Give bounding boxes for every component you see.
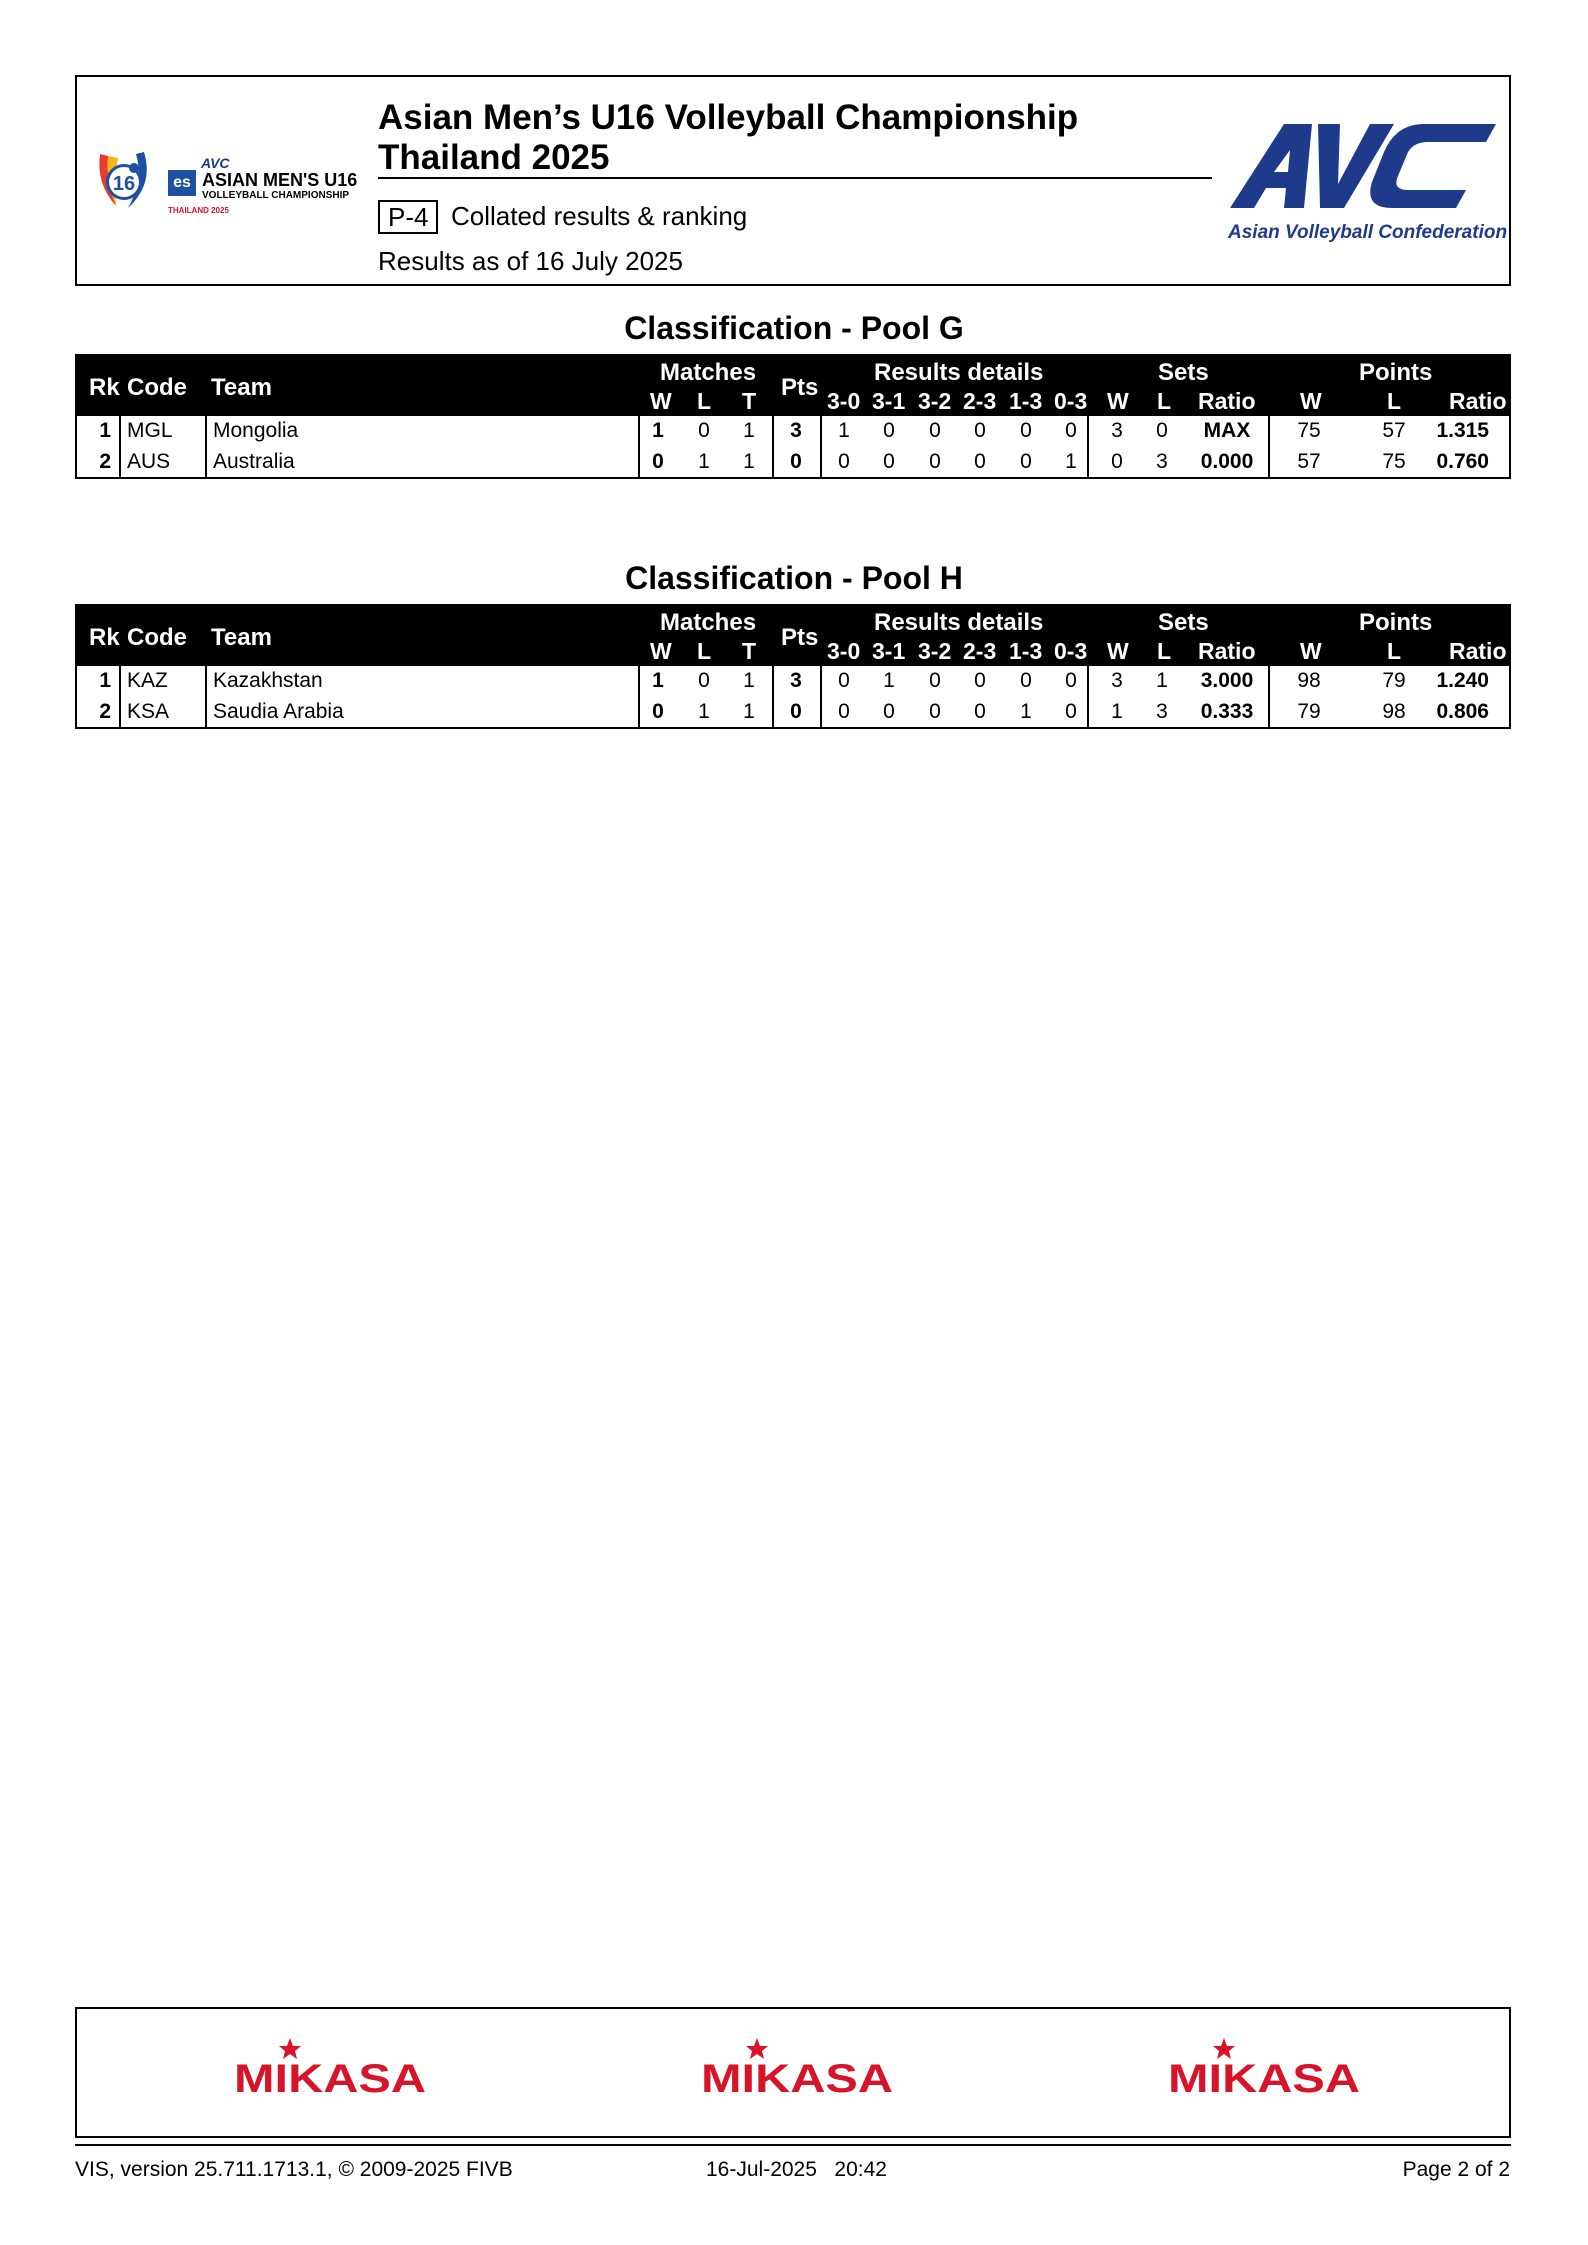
event-logo-location: THAILAND 2025: [168, 206, 229, 215]
cell-l: 1: [698, 450, 710, 473]
title-divider: [378, 177, 1212, 179]
event-logo-badge: es: [168, 170, 196, 196]
cell-rd-2-3: 0: [974, 669, 986, 692]
cell-t: 1: [743, 669, 755, 692]
cell-rd-3-0: 0: [838, 700, 850, 723]
col-points-l: L: [1387, 388, 1402, 414]
col-rk: Rk: [89, 624, 120, 651]
cell-points-ratio: 1.315: [1436, 419, 1489, 442]
cell-sets-l: 3: [1156, 700, 1168, 723]
cell-w: 0: [652, 450, 664, 473]
cell-points-w: 75: [1297, 419, 1321, 442]
cell-sets-ratio: 3.000: [1200, 669, 1254, 692]
col-rd-3-0: 3-0: [827, 388, 861, 414]
cell-points-w: 98: [1297, 669, 1321, 692]
cell-w: 1: [652, 669, 664, 692]
col-rd-3-1: 3-1: [872, 388, 906, 414]
cell-sets-w: 3: [1111, 419, 1123, 442]
table-row: [77, 416, 1509, 446]
cell-code: KSA: [127, 700, 170, 723]
col-code: Code: [127, 624, 187, 651]
footer-timestamp: 16-Jul-2025 20:42: [706, 2158, 887, 2181]
col-rd-3-2: 3-2: [918, 638, 952, 664]
col-matches-l: L: [697, 638, 712, 664]
col-rd-3-0: 3-0: [827, 638, 861, 664]
cell-rd-0-3: 1: [1065, 450, 1077, 473]
cell-rd-3-2: 0: [929, 669, 941, 692]
cell-team: Australia: [213, 450, 295, 473]
cell-rk: 1: [99, 669, 111, 692]
col-points-l: L: [1387, 638, 1402, 664]
cell-rk: 2: [99, 450, 111, 473]
cell-rd-1-3: 0: [1020, 450, 1032, 473]
col-rd-3-2: 3-2: [918, 388, 952, 414]
col-rd-2-3: 2-3: [963, 638, 997, 664]
cell-points-l: 57: [1382, 419, 1406, 442]
event-title: Asian Men’s U16 Volleyball Championship: [378, 98, 1079, 137]
col-sets: Sets: [1158, 609, 1209, 636]
cell-t: 1: [743, 700, 755, 723]
cell-team: Saudia Arabia: [213, 700, 344, 723]
footer-version: VIS, version 25.711.1713.1, © 2009-2025 FIVB: [75, 2158, 513, 2181]
cell-team: Mongolia: [213, 419, 299, 442]
cell-rd-2-3: 0: [974, 700, 986, 723]
svg-text:MIKASA: MIKASA: [1168, 2057, 1360, 2100]
col-matches-t: T: [742, 638, 757, 664]
col-points: Points: [1359, 359, 1433, 386]
sponsor-logo: [1166, 2036, 1366, 2100]
cell-code: AUS: [127, 450, 171, 473]
document-subtitle: Collated results & ranking: [451, 201, 748, 231]
col-points-ratio: Ratio: [1449, 638, 1507, 664]
cell-points-l: 79: [1382, 669, 1406, 692]
col-rd-0-3: 0-3: [1054, 638, 1088, 664]
cell-l: 1: [698, 700, 710, 723]
cell-rd-3-1: 0: [883, 450, 895, 473]
col-matches-w: W: [650, 388, 672, 414]
cell-rd-3-2: 0: [929, 419, 941, 442]
event-title-location: Thailand 2025: [378, 138, 610, 177]
cell-rk: 1: [99, 419, 111, 442]
pool-h-title: Classification - Pool H: [625, 560, 963, 596]
col-results-details: Results details: [874, 359, 1044, 386]
cell-rd-3-1: 1: [883, 669, 895, 692]
cell-rd-0-3: 0: [1065, 419, 1077, 442]
sponsor-logo: [232, 2036, 432, 2100]
table-header: [77, 356, 1509, 416]
cell-sets-ratio: 0.000: [1200, 450, 1254, 473]
event-logo-name: ASIAN MEN'S U16: [202, 170, 358, 190]
cell-l: 0: [698, 669, 710, 692]
col-rd-1-3: 1-3: [1009, 638, 1043, 664]
event-logo: [94, 148, 364, 218]
cell-rd-3-1: 0: [883, 419, 895, 442]
col-code: Code: [127, 374, 187, 401]
col-sets: Sets: [1158, 359, 1209, 386]
cell-pts: 0: [790, 700, 802, 723]
cell-rd-2-3: 0: [974, 450, 986, 473]
cell-w: 1: [652, 419, 664, 442]
col-matches: Matches: [660, 609, 757, 636]
col-sets-ratio: Ratio: [1198, 388, 1256, 414]
sponsor-logo: [699, 2036, 899, 2100]
col-results-details: Results details: [874, 609, 1044, 636]
svg-text:16: 16: [112, 173, 136, 195]
col-sets-ratio: Ratio: [1198, 638, 1256, 664]
cell-rd-2-3: 0: [974, 419, 986, 442]
col-rd-1-3: 1-3: [1009, 388, 1043, 414]
cell-rd-3-0: 0: [838, 450, 850, 473]
pool-g-title: Classification - Pool G: [624, 310, 964, 346]
col-matches-t: T: [742, 388, 757, 414]
cell-sets-l: 1: [1156, 669, 1168, 692]
cell-t: 1: [743, 450, 755, 473]
cell-rd-0-3: 0: [1065, 700, 1077, 723]
cell-points-ratio: 0.760: [1436, 450, 1489, 473]
cell-points-l: 98: [1382, 700, 1406, 723]
col-matches: Matches: [660, 359, 757, 386]
mikasa-logo-icon: [232, 2036, 432, 2100]
cell-points-w: 79: [1297, 700, 1321, 723]
cell-sets-w: 0: [1111, 450, 1123, 473]
cell-pts: 3: [790, 419, 802, 442]
cell-rd-3-2: 0: [929, 450, 941, 473]
pool-h-table: [75, 604, 1511, 729]
cell-sets-l: 0: [1156, 419, 1168, 442]
col-team: Team: [211, 374, 272, 401]
cell-sets-ratio: MAX: [1203, 419, 1251, 442]
col-rd-0-3: 0-3: [1054, 388, 1088, 414]
cell-rd-3-2: 0: [929, 700, 941, 723]
cell-rd-1-3: 0: [1020, 669, 1032, 692]
col-sets-l: L: [1157, 388, 1172, 414]
cell-l: 0: [698, 419, 710, 442]
cell-points-ratio: 0.806: [1436, 700, 1489, 723]
mikasa-logo-icon: [1166, 2036, 1366, 2100]
cell-rk: 2: [99, 700, 111, 723]
table-header: [77, 606, 1509, 666]
cell-points-ratio: 1.240: [1436, 669, 1489, 692]
cell-rd-0-3: 0: [1065, 669, 1077, 692]
footer-page-number: Page 2 of 2: [1402, 2158, 1510, 2181]
cell-rd-1-3: 0: [1020, 419, 1032, 442]
col-sets-w: W: [1107, 638, 1129, 664]
cell-sets-w: 3: [1111, 669, 1123, 692]
cell-code: MGL: [127, 419, 173, 442]
cell-code: KAZ: [127, 669, 168, 692]
cell-rd-3-0: 1: [838, 419, 850, 442]
cell-points-l: 75: [1382, 450, 1406, 473]
col-sets-l: L: [1157, 638, 1172, 664]
col-points: Points: [1359, 609, 1433, 636]
cell-points-w: 57: [1297, 450, 1321, 473]
cell-rd-3-0: 0: [838, 669, 850, 692]
col-sets-w: W: [1107, 388, 1129, 414]
col-points-w: W: [1300, 638, 1322, 664]
cell-sets-l: 3: [1156, 450, 1168, 473]
document-code: P-4: [378, 200, 438, 234]
col-rk: Rk: [89, 374, 120, 401]
cell-rd-1-3: 1: [1020, 700, 1032, 723]
table-row: [77, 666, 1509, 696]
svg-text:MIKASA: MIKASA: [701, 2057, 893, 2100]
event-logo-avc: AVC: [201, 155, 230, 171]
table-row: [77, 447, 1509, 477]
avc-logo: [1228, 112, 1508, 248]
col-matches-w: W: [650, 638, 672, 664]
col-pts: Pts: [781, 624, 819, 651]
svg-text:MIKASA: MIKASA: [234, 2057, 426, 2100]
cell-sets-w: 1: [1111, 700, 1123, 723]
cell-pts: 3: [790, 669, 802, 692]
pool-g-table: [75, 354, 1511, 479]
avc-logo-name: Asian Volleyball Confederation: [1228, 222, 1508, 243]
cell-pts: 0: [790, 450, 802, 473]
results-date: Results as of 16 July 2025: [378, 246, 683, 276]
col-matches-l: L: [697, 388, 712, 414]
cell-team: Kazakhstan: [213, 669, 323, 692]
cell-w: 0: [652, 700, 664, 723]
col-points-w: W: [1300, 388, 1322, 414]
cell-t: 1: [743, 419, 755, 442]
col-rd-3-1: 3-1: [872, 638, 906, 664]
event-logo-subname: VOLLEYBALL CHAMPIONSHIP: [202, 190, 350, 201]
mikasa-logo-icon: [699, 2036, 899, 2100]
cell-rd-3-1: 0: [883, 700, 895, 723]
col-points-ratio: Ratio: [1449, 388, 1507, 414]
table-row: [77, 697, 1509, 727]
col-rd-2-3: 2-3: [963, 388, 997, 414]
footer-divider: [75, 2144, 1511, 2146]
col-pts: Pts: [781, 374, 819, 401]
cell-sets-ratio: 0.333: [1200, 700, 1254, 723]
col-team: Team: [211, 624, 272, 651]
